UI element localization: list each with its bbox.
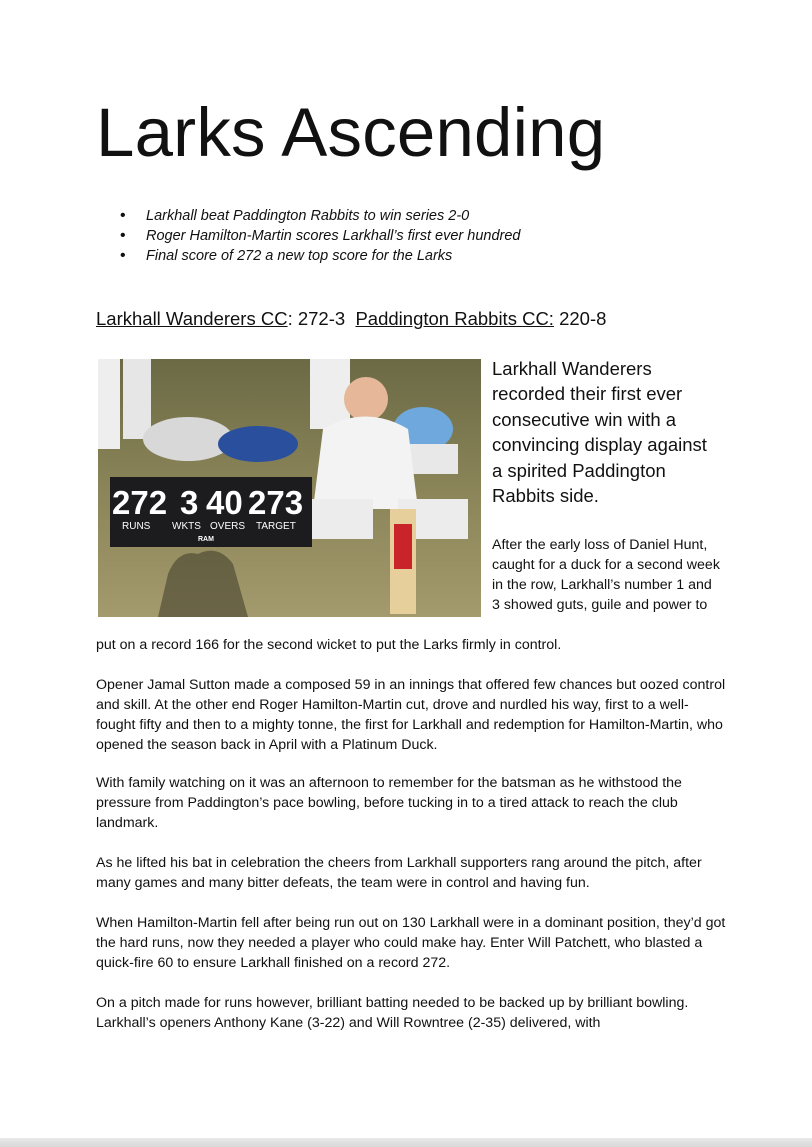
bullet-item: • Roger Hamilton-Martin scores Larkhall’s first ever hundred: [120, 226, 520, 246]
wrap-paragraph-continuation: put on a record 166 for the second wicket to put the Larks firmly in control.: [96, 637, 562, 653]
scoreboard-label-target: TARGET: [256, 521, 296, 532]
team2-name: Paddington Rabbits CC:: [355, 308, 554, 329]
scoreboard-target: 273: [248, 484, 304, 521]
match-photo: [98, 359, 481, 617]
lead-paragraph: Larkhall Wanderers recorded their first ever consecutive win with a convincing display against a spirited Paddington Rabbits side.: [492, 358, 707, 507]
bullet-item: • Final score of 272 a new top score for the Larks: [120, 246, 520, 266]
team1-score: : 272-3: [287, 308, 346, 329]
body-paragraph: On a pitch made for runs however, brilliant batting needed to be backed up by brilliant bowling. Larkhall’s openers Anthony Kane (3-22) and Will Rowntree (2-35) delivered, with: [96, 995, 689, 1031]
summary-bullets: [120, 206, 520, 266]
team1-name: Larkhall Wanderers CC: [96, 308, 288, 329]
body-paragraph: Opener Jamal Sutton made a composed 59 in an innings that offered few chances but oozed control and skill. At the other end Roger Hamilton-Martin cut, drove and nurdled his way, first to a well-fought fifty and then to a mighty tonne, the first for Larkhall and redemption for Hamilton-Martin, who opened the season back in April with a Platinum Duck.: [96, 677, 726, 753]
article-title: Larks Ascending: [96, 94, 606, 171]
score-line: [96, 306, 606, 332]
page-bottom-edge: [0, 1138, 812, 1147]
scoreboard-brand: RAM: [198, 536, 214, 543]
team2-score: 220-8: [553, 308, 607, 329]
body-paragraph: With family watching on it was an afternoon to remember for the batsman as he withstood the pressure from Paddington’s pace bowling, before tucking in to a tired attack to reach the club landmark.: [96, 775, 682, 831]
scoreboard-label-overs: OVERS: [210, 521, 246, 532]
body-paragraph: When Hamilton-Martin fell after being run out on 130 Larkhall were in a dominant position, they’d got the hard runs, now they needed a player who could make hay. Enter Will Patchett, who blasted a quick-fire 60 to ensure Larkhall finished on a record 272.: [96, 915, 726, 971]
scoreboard-overs: 40: [206, 484, 243, 521]
wrap-paragraph: After the early loss of Daniel Hunt, caught for a duck for a second week in the row, Larkhall’s number 1 and 3 showed guts, guile and power to: [492, 537, 720, 613]
body-paragraph: As he lifted his bat in celebration the cheers from Larkhall supporters rang around the pitch, after many games and many bitter defeats, the team were in control and having fun.: [96, 855, 702, 891]
bullet-item: • Larkhall beat Paddington Rabbits to win series 2-0: [120, 206, 520, 226]
scoreboard-runs: 272: [112, 484, 168, 521]
scoreboard-label-wkts: WKTS: [172, 521, 201, 532]
scoreboard-wickets: 3: [180, 484, 199, 521]
scoreboard-label-runs: RUNS: [122, 521, 151, 532]
